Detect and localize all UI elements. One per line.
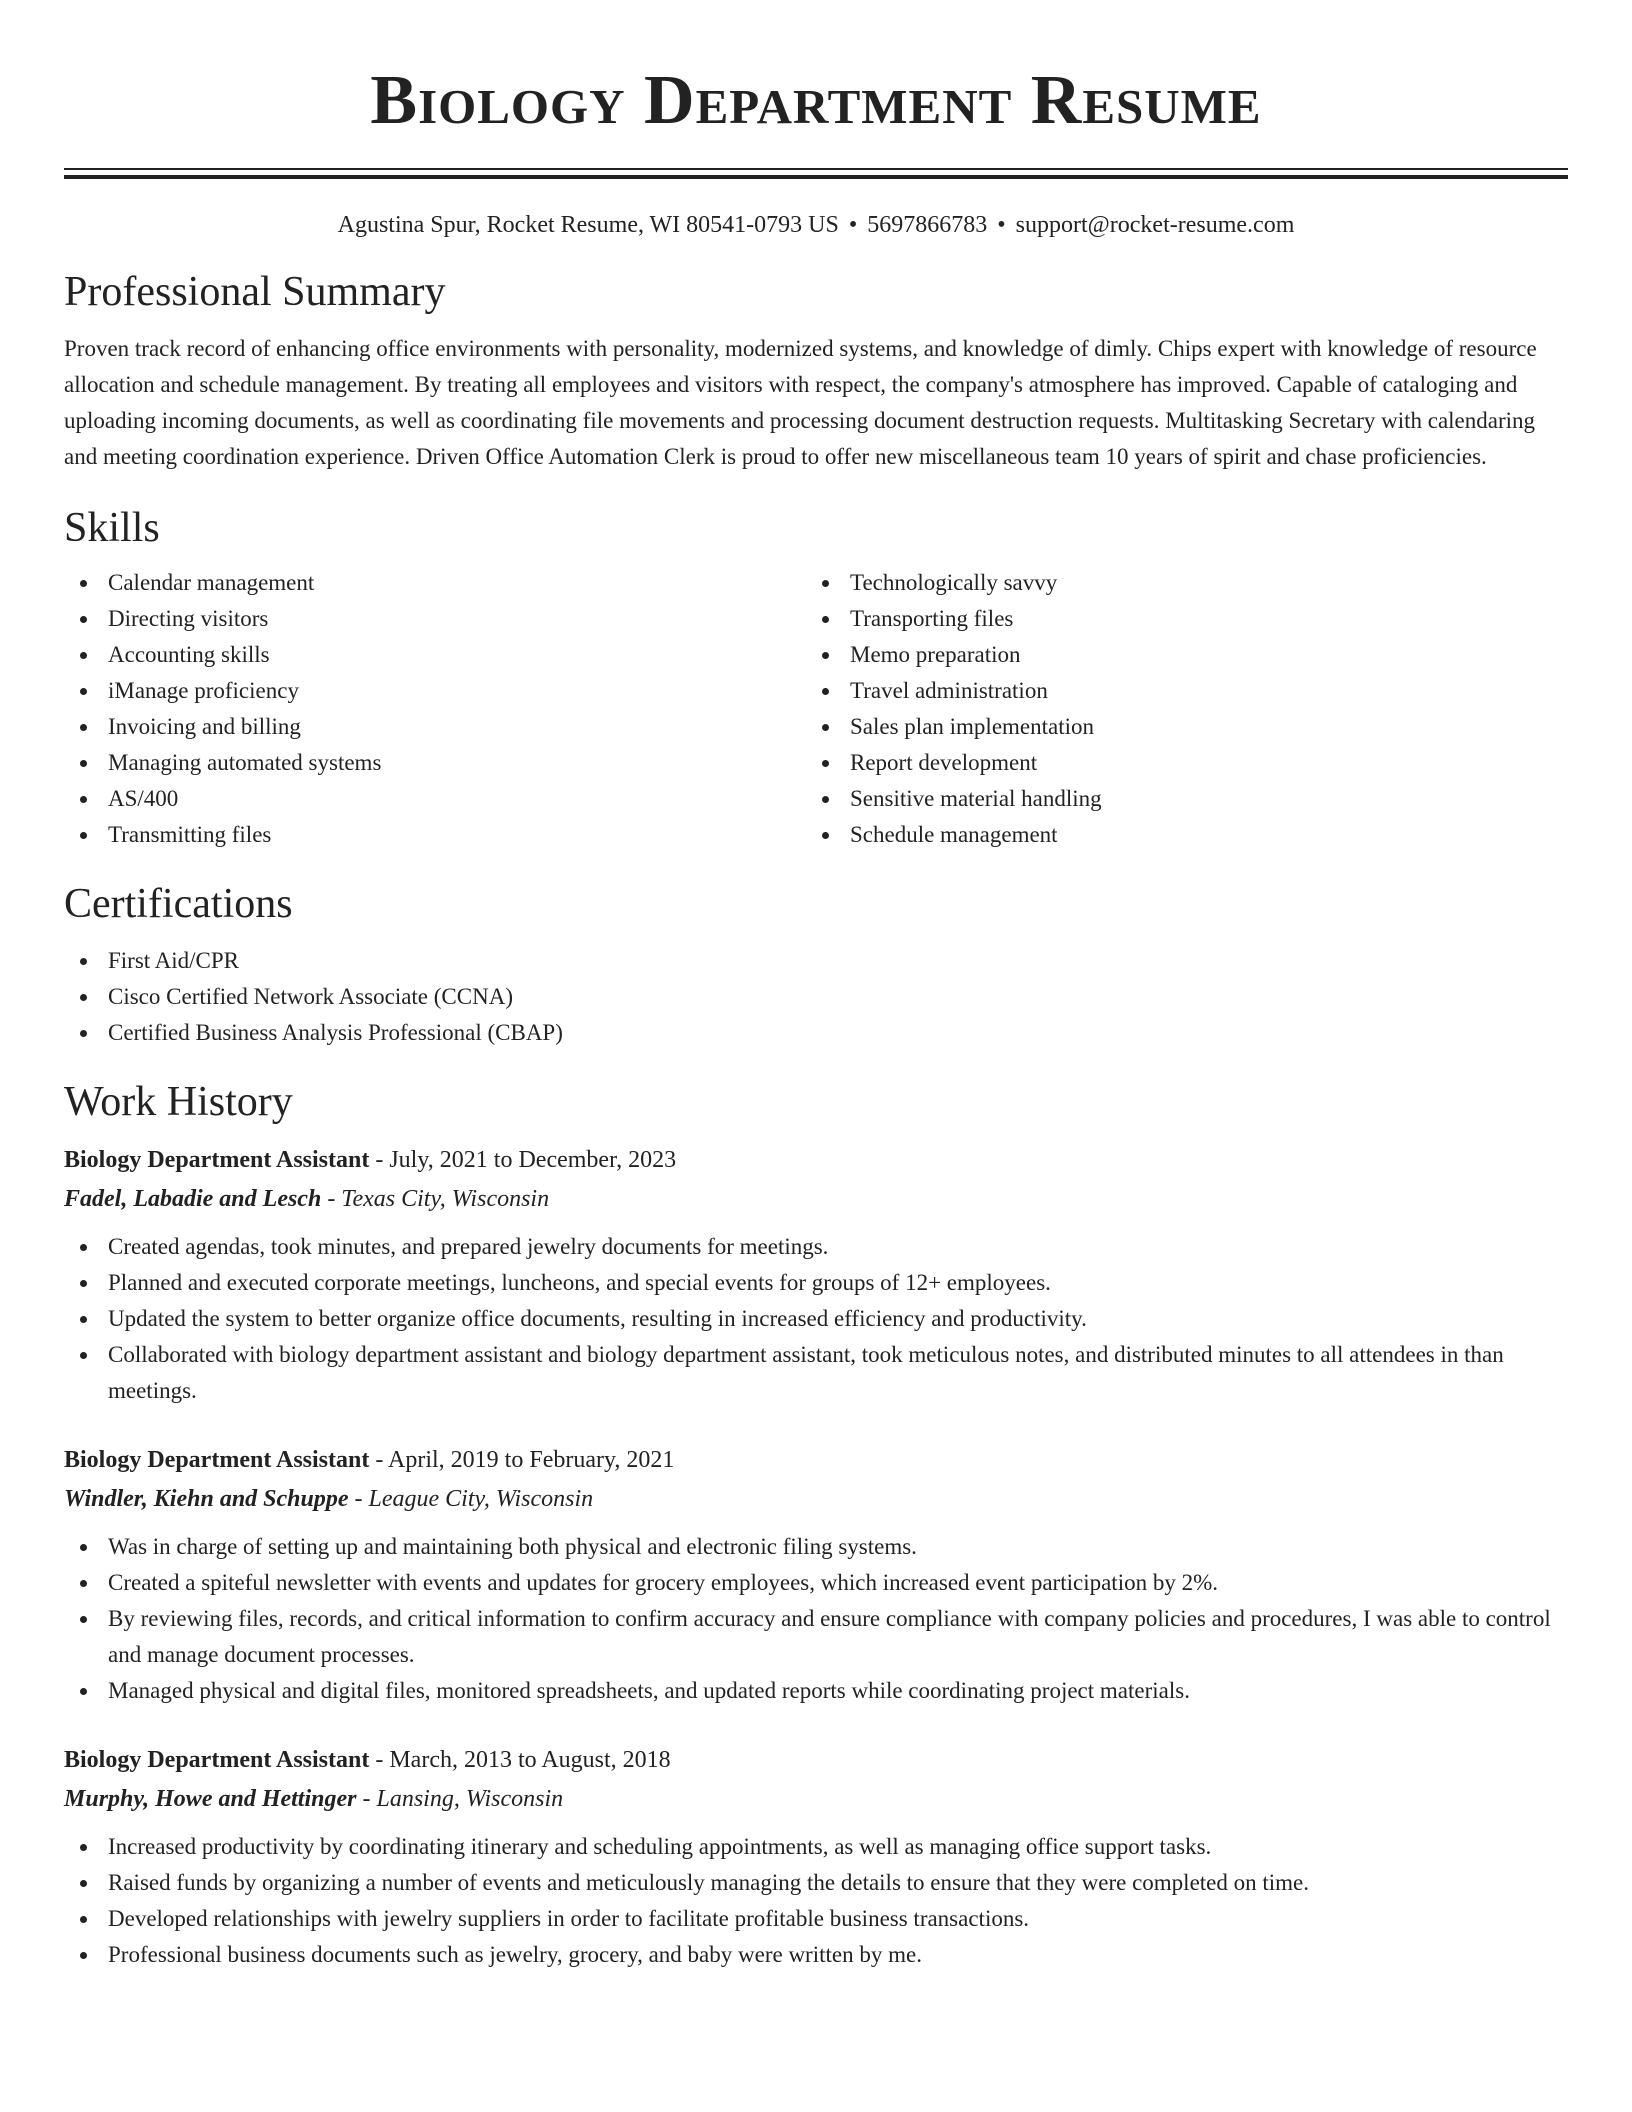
job-bullet: Was in charge of setting up and maintaining both physical and electronic filing systems. [64, 1529, 1568, 1565]
job-bullets [64, 1229, 1568, 1409]
skill-item: Directing visitors [64, 601, 806, 637]
job-company: Murphy, Howe and Hettinger [64, 1786, 357, 1812]
summary-text: Proven track record of enhancing office environments with personality, modernized systems, and knowledge of dimly. Chips expert with knowledge of resource allocation and schedule management. By treating all employees and visitors with respect, the company's atmosphere has improved. Capable of cataloging and uploading incoming documents, as well as coordinating file movements and processing document destruction requests. Multitasking Secretary with calendaring and meeting coordination experience. Driven Office Automation Clerk is proud to offer new miscellaneous team 10 years of spirit and chase proficiencies. [64, 336, 1537, 469]
skill-item: Sensitive material handling [806, 781, 1548, 817]
job-dates: - March, 2013 to August, 2018 [369, 1747, 671, 1773]
job-bullets [64, 1529, 1568, 1709]
job-title: Biology Department Assistant [64, 1747, 370, 1773]
skills-heading: Skills [64, 505, 160, 551]
skills-grid [64, 565, 1568, 853]
resume-title: Biology Department Resume [370, 62, 1262, 139]
job-dates: - April, 2019 to February, 2021 [369, 1447, 675, 1473]
job-bullet: Updated the system to better organize office documents, resulting in increased efficiency and productivity. [64, 1301, 1568, 1337]
contact-phone: 5697866783 [867, 212, 988, 238]
skill-item: Transporting files [806, 601, 1548, 637]
contact-address: Agustina Spur, Rocket Resume, WI 80541-0793 US [337, 212, 839, 238]
job-company-line [64, 1179, 1568, 1219]
job-bullet: Developed relationships with jewelry suppliers in order to facilitate profitable business transactions. [64, 1901, 1568, 1937]
skills-column-left [64, 565, 806, 853]
job-title-line [64, 1741, 1568, 1779]
skill-item: Transmitting files [64, 817, 806, 853]
contact-email: support@rocket-resume.com [1015, 212, 1295, 238]
skill-item: Memo preparation [806, 637, 1548, 673]
job-title: Biology Department Assistant [64, 1147, 370, 1173]
job-bullet: Raised funds by organizing a number of events and meticulously managing the details to ensure that they were completed on time. [64, 1865, 1568, 1901]
skill-item: Travel administration [806, 673, 1548, 709]
skill-item: Schedule management [806, 817, 1548, 853]
job-bullet: Increased productivity by coordinating itinerary and scheduling appointments, as well as managing office support tasks. [64, 1829, 1568, 1865]
title-divider [64, 168, 1568, 179]
job-location: - Lansing, Wisconsin [356, 1786, 564, 1812]
job-bullet: Collaborated with biology department assistant and biology department assistant, took meticulous notes, and distributed minutes to all attendees in than meetings. [64, 1337, 1568, 1409]
certifications-heading: Certifications [64, 881, 293, 927]
contact-line [64, 209, 1568, 241]
skill-item: iManage proficiency [64, 673, 806, 709]
certification-item: Cisco Certified Network Associate (CCNA) [64, 979, 1568, 1015]
contact-separator: • [848, 212, 858, 238]
skill-item: Report development [806, 745, 1548, 781]
skill-item: Technologically savvy [806, 565, 1548, 601]
skill-item: AS/400 [64, 781, 806, 817]
job-bullet: Created a spiteful newsletter with events and updates for grocery employees, which increased event participation by 2%. [64, 1565, 1568, 1601]
job-bullet: Created agendas, took minutes, and prepared jewelry documents for meetings. [64, 1229, 1568, 1265]
job-company-line [64, 1479, 1568, 1519]
certification-item: First Aid/CPR [64, 943, 1568, 979]
job-bullet: Professional business documents such as jewelry, grocery, and baby were written by me. [64, 1937, 1568, 1973]
job-entry [64, 1441, 1568, 1709]
summary-heading: Professional Summary [64, 269, 446, 315]
job-bullet: Planned and executed corporate meetings, luncheons, and special events for groups of 12+ employees. [64, 1265, 1568, 1301]
certification-item: Certified Business Analysis Professional (CBAP) [64, 1015, 1568, 1051]
work-history-heading: Work History [64, 1079, 293, 1125]
certifications-list [64, 943, 1568, 1051]
job-bullets [64, 1829, 1568, 1973]
job-company: Windler, Kiehn and Schuppe [64, 1486, 349, 1512]
skill-item: Invoicing and billing [64, 709, 806, 745]
contact-separator: • [997, 212, 1006, 238]
job-location: - League City, Wisconsin [348, 1486, 594, 1512]
job-title-line [64, 1141, 1568, 1179]
job-company: Fadel, Labadie and Lesch [64, 1186, 322, 1212]
job-bullet: Managed physical and digital files, monitored spreadsheets, and updated reports while coordinating project materials. [64, 1673, 1568, 1709]
skills-column-right [806, 565, 1548, 853]
skill-item: Managing automated systems [64, 745, 806, 781]
job-location: - Texas City, Wisconsin [321, 1186, 550, 1212]
job-title-line [64, 1441, 1568, 1479]
job-bullet: By reviewing files, records, and critical information to confirm accuracy and ensure compliance with company policies and procedures, I was able to control and manage document processes. [64, 1601, 1568, 1673]
job-entry [64, 1741, 1568, 1973]
job-entry [64, 1141, 1568, 1409]
skill-item: Sales plan implementation [806, 709, 1548, 745]
skill-item: Accounting skills [64, 637, 806, 673]
job-dates: - July, 2021 to December, 2023 [369, 1147, 677, 1173]
job-title: Biology Department Assistant [64, 1447, 370, 1473]
skill-item: Calendar management [64, 565, 806, 601]
job-company-line [64, 1779, 1568, 1819]
